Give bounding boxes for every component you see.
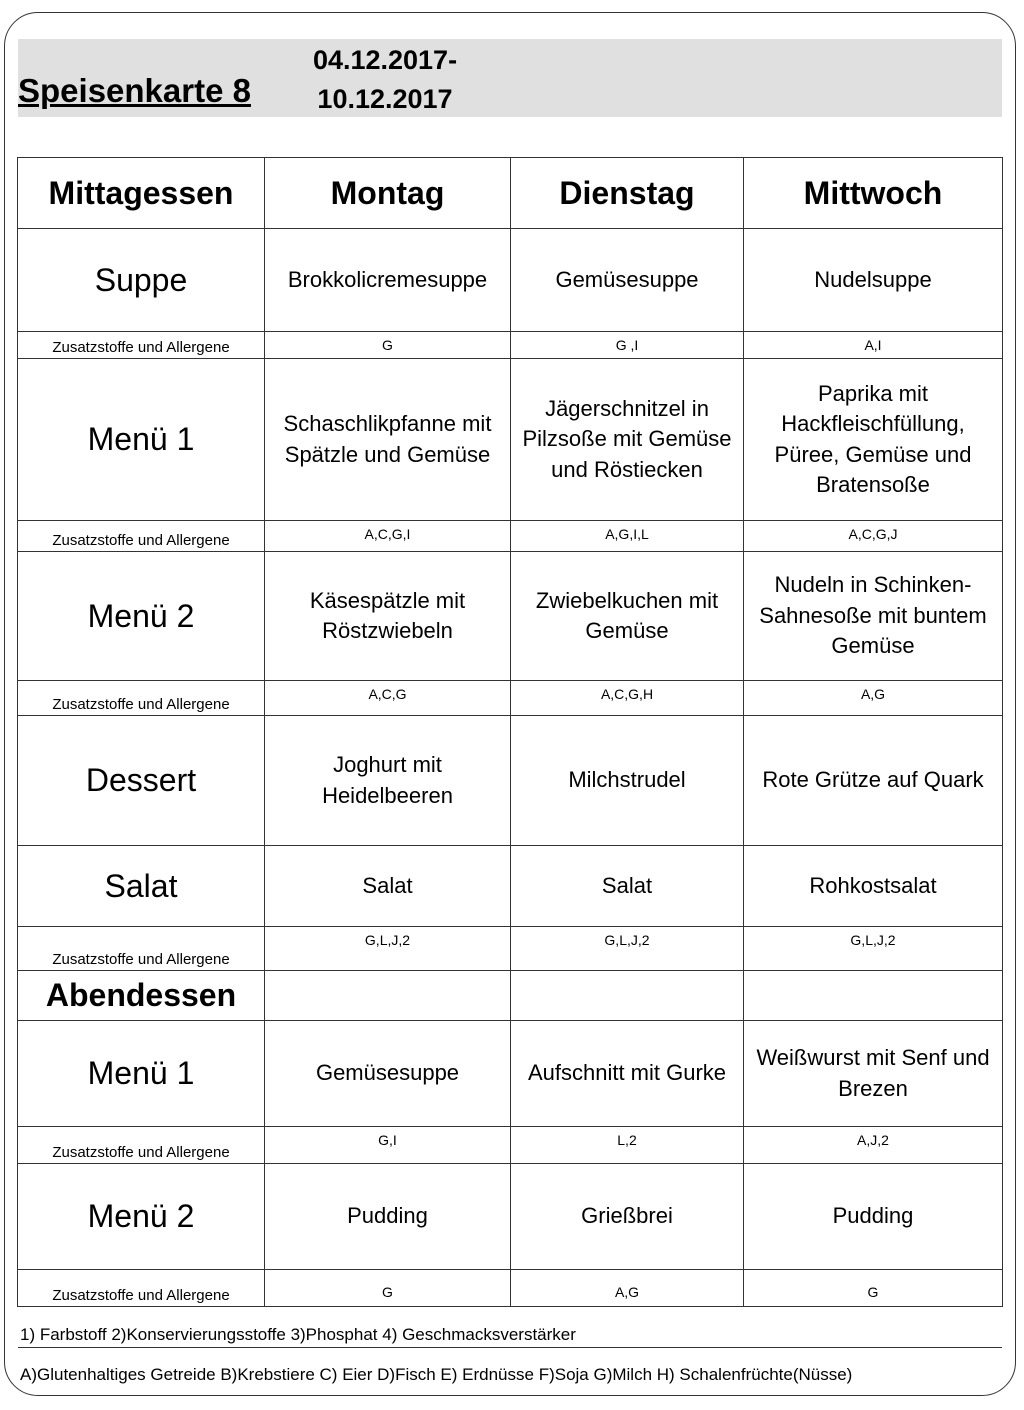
dish-menu1-monday: Schaschlikpfanne mit Spätzle und Gemüse: [265, 359, 511, 521]
row-label-menu2: Menü 2: [18, 552, 265, 681]
dish-dessert-wednesday: Rote Grütze auf Quark: [744, 716, 1003, 846]
allergens-dinner-menu2-wednesday: G: [744, 1270, 1003, 1307]
soup-row: [18, 229, 1003, 332]
allergens-menu2-tuesday: A,C,G,H: [511, 681, 744, 716]
dish-salad-wednesday: Rohkostsalat: [744, 846, 1003, 927]
allergen-row-salad: [18, 927, 1003, 971]
allergens-salad-tuesday: G,L,J,2: [511, 927, 744, 971]
allergen-label: Zusatzstoffe und Allergene: [18, 521, 265, 552]
dish-dinner-menu2-wednesday: Pudding: [744, 1164, 1003, 1270]
allergens-menu1-tuesday: A,G,I,L: [511, 521, 744, 552]
allergen-row-menu2: [18, 681, 1003, 716]
allergens-dinner-menu1-monday: G,I: [265, 1127, 511, 1164]
allergens-dinner-menu1-tuesday: L,2: [511, 1127, 744, 1164]
dish-salad-monday: Salat: [265, 846, 511, 927]
header-row: [18, 158, 1003, 229]
dinner-heading: Abendessen: [18, 971, 265, 1021]
allergens-dinner-menu2-tuesday: A,G: [511, 1270, 744, 1307]
allergen-label: Zusatzstoffe und Allergene: [18, 681, 265, 716]
column-header-monday: Montag: [265, 158, 511, 229]
allergens-menu1-wednesday: A,C,G,J: [744, 521, 1003, 552]
allergen-label: Zusatzstoffe und Allergene: [18, 1270, 265, 1307]
allergens-soup-tuesday: G ,I: [511, 332, 744, 359]
allergens-menu2-monday: A,C,G: [265, 681, 511, 716]
dessert-row: [18, 716, 1003, 846]
allergen-label: Zusatzstoffe und Allergene: [18, 1127, 265, 1164]
dish-dinner-menu2-tuesday: Grießbrei: [511, 1164, 744, 1270]
legend-allergens: A)Glutenhaltiges Getreide B)Krebstiere C) Eier D)Fisch E) Erdnüsse F)Soja G)Milch H) Schalenfrüchte(Nüsse): [20, 1365, 853, 1384]
allergens-dinner-menu1-wednesday: A,J,2: [744, 1127, 1003, 1164]
dinner-menu2-row: [18, 1164, 1003, 1270]
allergens-menu1-monday: A,C,G,I: [265, 521, 511, 552]
menu-table: [17, 157, 1003, 1307]
row-label-salad: Salat: [18, 846, 265, 927]
page-title: Speisenkarte 8: [18, 72, 251, 109]
dish-soup-wednesday: Nudelsuppe: [744, 229, 1003, 332]
dish-menu1-wednesday: Paprika mit Hackfleischfüllung, Püree, Gemüse und Bratensoße: [744, 359, 1003, 521]
dish-dinner-menu1-tuesday: Aufschnitt mit Gurke: [511, 1021, 744, 1127]
column-header-meal: Mittagessen: [18, 158, 265, 229]
allergens-soup-monday: G: [265, 332, 511, 359]
empty-cell: [511, 971, 744, 1021]
dish-dessert-tuesday: Milchstrudel: [511, 716, 744, 846]
dish-salad-tuesday: Salat: [511, 846, 744, 927]
date-from: 04.12.2017-: [312, 45, 458, 75]
row-label-dinner-menu1: Menü 1: [18, 1021, 265, 1127]
row-label-soup: Suppe: [18, 229, 265, 332]
dinner-heading-row: [18, 971, 1003, 1021]
allergen-label: Zusatzstoffe und Allergene: [18, 332, 265, 359]
allergens-salad-monday: G,L,J,2: [265, 927, 511, 971]
salad-row: [18, 846, 1003, 927]
dish-menu1-tuesday: Jägerschnitzel in Pilzsoße mit Gemüse und Röstiecken: [511, 359, 744, 521]
lunch-menu2-row: [18, 552, 1003, 681]
allergens-soup-wednesday: A,I: [744, 332, 1003, 359]
allergen-row-soup: [18, 332, 1003, 359]
dinner-menu1-row: [18, 1021, 1003, 1127]
dish-dinner-menu1-wednesday: Weißwurst mit Senf und Brezen: [744, 1021, 1003, 1127]
allergen-row-dinner-menu2: [18, 1270, 1003, 1307]
allergen-row-dinner-menu1: [18, 1127, 1003, 1164]
row-label-dessert: Dessert: [18, 716, 265, 846]
allergens-dinner-menu2-monday: G: [265, 1270, 511, 1307]
dish-menu2-tuesday: Zwiebelkuchen mit Gemüse: [511, 552, 744, 681]
dish-menu2-wednesday: Nudeln in Schinken-Sahnesoße mit buntem Gemüse: [744, 552, 1003, 681]
empty-cell: [744, 971, 1003, 1021]
dish-dinner-menu1-monday: Gemüsesuppe: [265, 1021, 511, 1127]
allergens-salad-wednesday: G,L,J,2: [744, 927, 1003, 971]
legend-additives: 1) Farbstoff 2)Konservierungsstoffe 3)Phosphat 4) Geschmacksverstärker: [20, 1325, 576, 1344]
legend-divider: [18, 1347, 1002, 1348]
dish-dinner-menu2-monday: Pudding: [265, 1164, 511, 1270]
column-header-wednesday: Mittwoch: [744, 158, 1003, 229]
lunch-menu1-row: [18, 359, 1003, 521]
empty-cell: [265, 971, 511, 1021]
column-header-tuesday: Dienstag: [511, 158, 744, 229]
allergen-label: Zusatzstoffe und Allergene: [18, 927, 265, 971]
row-label-menu1: Menü 1: [18, 359, 265, 521]
dish-soup-monday: Brokkolicremesuppe: [265, 229, 511, 332]
row-label-dinner-menu2: Menü 2: [18, 1164, 265, 1270]
allergens-menu2-wednesday: A,G: [744, 681, 1003, 716]
dish-soup-tuesday: Gemüsesuppe: [511, 229, 744, 332]
date-to: 10.12.2017: [317, 84, 453, 114]
dish-menu2-monday: Käsespätzle mit Röstzwiebeln: [265, 552, 511, 681]
dish-dessert-monday: Joghurt mit Heidelbeeren: [265, 716, 511, 846]
allergen-row-menu1: [18, 521, 1003, 552]
